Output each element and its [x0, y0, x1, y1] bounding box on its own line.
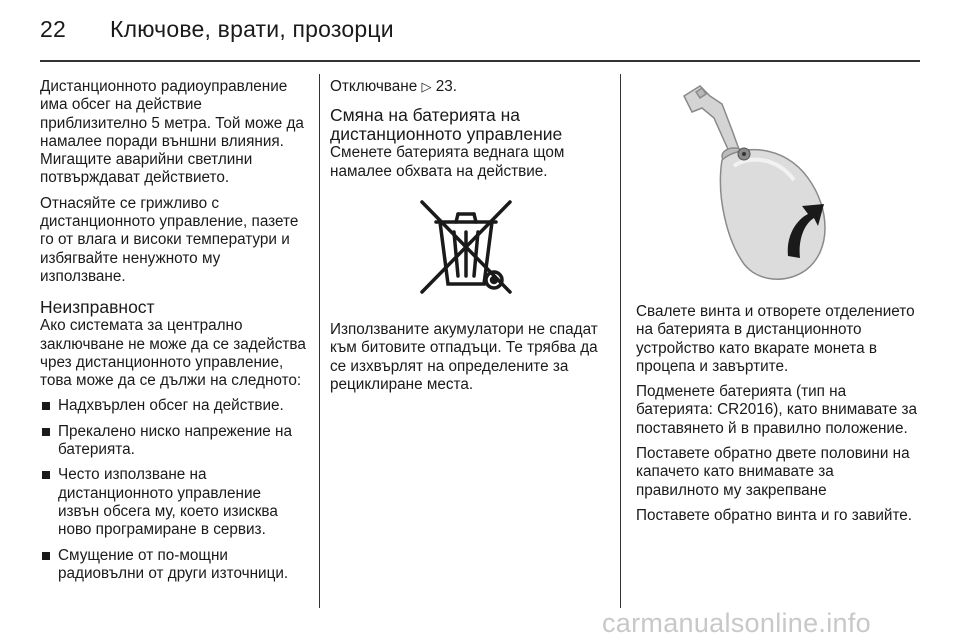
page-number: 22 [40, 16, 66, 42]
list-item: Смущение от по-мощни радиовълни от други източници. [40, 547, 306, 584]
reference-page: 23. [435, 78, 457, 95]
reassemble-paragraph: Поставете обратно двете половини на капачето като внимавате за правилното му закрепване [636, 445, 910, 499]
replace-battery-paragraph: Подменете батерията (тип на батерията: CR2016), като внимавате за поставянето й в правилно положение. [636, 383, 917, 437]
column-2 [330, 78, 602, 401]
reference-text: Отключване [330, 78, 418, 95]
column-1 [40, 78, 306, 590]
open-compartment-paragraph: Свалете винта и отворете отделението на батерията в дистанционното устройство като вкарате монета в процепа и завъртите. [636, 303, 915, 375]
watermark: carmanualsonline.info [602, 608, 871, 638]
battery-paragraph: Сменете батерията веднага щом намалее обхвата на действие. [330, 144, 565, 180]
unlock-reference[interactable] [330, 78, 602, 96]
column-3 [636, 303, 920, 532]
crossed-bin-icon [330, 196, 602, 306]
page-arrow-icon: ▷ [421, 79, 432, 94]
care-paragraph: Отнасяйте се грижливо с дистанционното управление, пазете го от влага и високи температури и избягвайте ненужното му използване. [40, 194, 299, 285]
disposal-paragraph: Използваните акумулатори не спадат към битовите отпадъци. Те трябва да се изхвърлят на определените за рециклиране места. [330, 321, 598, 394]
range-paragraph: Дистанционното радиоуправление има обсег на действие приблизително 5 метра. Той може да намалее поради външни влияния. Мигащите аварийни светлини потвърждават действието. [40, 78, 304, 187]
causes-list [40, 397, 306, 583]
page-header [40, 16, 394, 43]
malfunction-heading: Неизправност [40, 297, 155, 318]
list-item: Често използване на дистанционното управление извън обсега му, което изисква ново програмиране в сервиз. [40, 466, 306, 539]
column-divider-1 [319, 74, 320, 608]
list-item: Прекалено ниско напрежение на батерията. [40, 423, 306, 460]
page-title: Ключове, врати, прозорци [109, 16, 394, 42]
malfunction-paragraph: Ако системата за централно заключване не може да се задейства чрез дистанционното управление, това може да се дължи на следното: [40, 317, 306, 390]
screw-paragraph: Поставете обратно винта и го завийте. [636, 506, 913, 524]
remote-key-illustration [636, 74, 920, 286]
list-item: Надхвърлен обсег на действие. [40, 397, 306, 415]
header-rule [40, 60, 920, 62]
battery-heading: Смяна на батерията на дистанционното управление [330, 105, 563, 145]
column-divider-2 [620, 74, 621, 608]
